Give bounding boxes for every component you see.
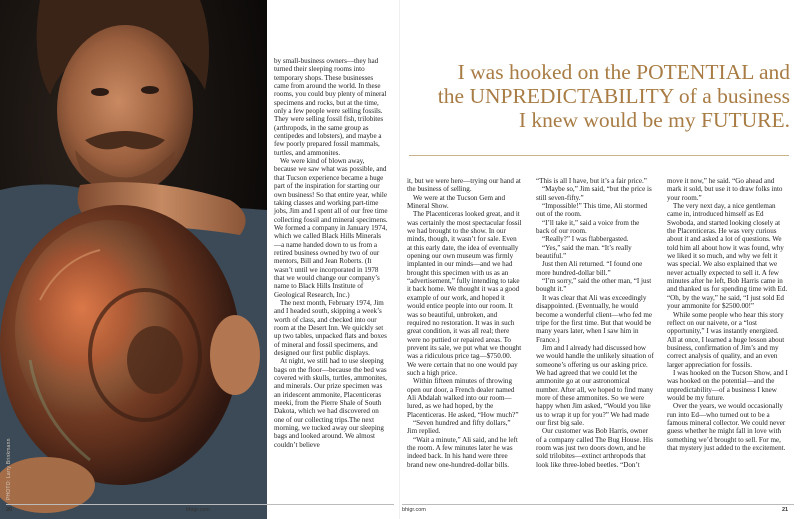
footer-rule-left [6, 504, 394, 505]
article-paragraph: We were kind of blown away, because we saw what was possible, and that Tucson experience became a huge part of the inspiration for starting our own business! So that entire year, while taking classes and working part-time jobs, Jim and I spent all of our free time collecting fossil and mineral specimens. We formed a company in January 1974, which we called Black Hills Minerals—a name handed down to us from a retired business owned by two of our mentors, Bill and Jean Roberts. (It wasn’t until we incorporated in 1978 that we would change our company’s name to Black Hills Institute of Geological Research, Inc.) [274, 157, 388, 299]
article-column-1 [274, 57, 388, 449]
article-paragraph: Jim and I already had discussed how we would handle the unlikely situation of someone’s offering us our asking price. We had agreed that we could let the ammonite go at our astronomical number. After all, we hoped to find many more of these ammonites. So we were happy when Jim asked, “Would you like us to wrap it up for you?” We had made our first big sale. [536, 343, 654, 427]
article-paragraph: “This is all I have, but it’s a fair price.” [536, 177, 647, 185]
page-number-left: 20 [6, 507, 13, 513]
article-paragraph: I was hooked on the Tucson Show, and I was hooked on the potential—and the unpredictability—of a business I knew would be my future. [667, 368, 788, 402]
article-paragraph: Within fifteen minutes of throwing open our door, a French dealer named Ali Abdalah walked into our room—lured, as we had hoped, by the Placenticeras. He asked, “How much?” [407, 377, 519, 419]
photo-man-with-ammonite [0, 0, 267, 519]
article-paragraph: Just then Ali returned. “I found one more hundred-dollar bill.” [536, 260, 643, 277]
article-paragraph: The next month, February 1974, Jim and I headed south, skipping a week’s worth of class, and checked into our room at the Desert Inn. We quickly set up two tables, unpacked flats and boxes of mineral and fossil specimens, and designed our first public displays. [274, 298, 387, 358]
article-paragraph: “Impossible!” This time, Ali stormed out of the room. [536, 202, 648, 219]
article-column-3 [536, 177, 654, 469]
article-paragraph: While some people who hear this story reflect on our naivete, or a “lost opportunity,” I was instantly energized. All at once, I learned a huge lesson about business, confirmation of Jim’s and my correct analysis of quality, and an even larger appreciation for fossils. [667, 310, 785, 369]
article-paragraph: “Really?” I was flabbergasted. [542, 235, 629, 244]
article-paragraph: We were at the Tucson Gem and Mineral Show. [407, 193, 506, 211]
article-paragraph: “Wait a minute,” Ali said, and he left the room. A few minutes later he was indeed back. In his hand were three brand new one-hundred-dollar bills. [407, 435, 518, 469]
article-column-2 [407, 177, 522, 469]
article-paragraph: by small-business owners—they had turned their sleeping rooms into temporary shops. These businesses came from around the world. In these rooms, you could buy plenty of mineral specimens and rocks, but at the time, only a few people were selling fossils. They were selling fossil fish, trilobites (arthropods, in the same group as centipedes and lobsters), and maybe a few poorly prepared fossil mammals, turtles, and ammonites. [274, 57, 387, 157]
photo-credit: PHOTO: Larry Brinkmann [6, 438, 12, 500]
article-paragraph: “I’ll take it,” said a voice from the back of our room. [536, 218, 640, 236]
article-paragraph: Over the years, we would occasionally run into Ed—who turned out to be a famous mineral collector. We could never guess whether he might fall in love with something we’d brought to sell. For me, that mystery just added to the excitement. [667, 402, 786, 452]
footer-rule-right [402, 504, 794, 505]
article-paragraph: “Seven hundred and fifty dollars,” Jim replied. [407, 418, 511, 436]
footer-url-left: bhigr.com [186, 507, 210, 513]
article-paragraph: The very next day, a nice gentleman came in, introduced himself as Ed Swoboda, and started looking closely at the Placenticeras. He was very curious about it and asked a lot of questions. We told him all about how it was found, why we liked it so much, and why we felt it was special. We also explained that we never actually expected to sell it. A few minutes after he left, Bob Harris came in and thanked us for spending time with Ed. “Oh, by the way,” he said, “I just sold Ed your ammonite for $2500.00!” [667, 202, 788, 311]
article-paragraph: move it now,” he said. “Go ahead and mark it sold, but use it to draw folks into your room.” [667, 177, 783, 202]
pull-quote: I was hooked on the POTENTIAL and the UNPREDICTABILITY of a business I knew would be my FUTURE. [437, 60, 790, 132]
article-paragraph: “I’m sorry,” said the other man, “I just bought it.” [536, 277, 652, 294]
article-paragraph: At night, we still had to use sleeping bags on the floor—because the bed was covered with skulls, turtles, ammonites, and minerals. Our prize specimen was an iridescent ammonite, Placenticeras meeki, from the Pierre Shale of South Dakota, which we had discovered on one of our collecting trips.The next morning, we tucked away our sleeping bags and looked around. We almost couldn’t believe [274, 357, 387, 449]
article-column-4 [667, 177, 789, 452]
article-paragraph: it, but we were here—trying our hand at the business of selling. [407, 177, 521, 194]
right-page [400, 0, 800, 519]
footer-url-right: bhigr.com [402, 507, 426, 513]
article-paragraph: Our customer was Bob Harris, owner of a company called The Bug House. His room was just two doors down, and he sold trilobites—extinct arthropods that look like three-lobed beetles. “Don’t [536, 427, 653, 469]
divider-rule [409, 155, 789, 156]
article-paragraph: It was clear that Ali was exceedingly disappointed. (Eventually, he would become a wonderful client—who fed me tripe for the first time. But that would be many years later, when I saw him in France.) [536, 293, 653, 344]
page-number-right: 21 [782, 507, 789, 513]
article-paragraph: The Placenticeras looked great, and it was certainly the most spectacular fossil we had brought to the show. In our minds, though, it wasn’t for sale. Even at this early date, the idea of eventually opening our own museum was firmly implanted in our minds—and we had brought this specimen with us as an “advertisement,” fully intending to take it back home. We thought it was a good example of our work, and hoped it would entice people into our room. It was so beautiful, unbroken, and required no restoration. It was in such great condition, it was all real; there were no puttied or repaired areas. To prevent its sale, we put what we thought was a ridiculous price tag—$750.00. We were certain that no one would pay such a high price. [407, 210, 522, 377]
article-paragraph: “Yes,” said the man. “It’s really beautiful.” [536, 243, 632, 261]
ammonite-photo-illustration [0, 0, 267, 519]
article-paragraph: “Maybe so,” Jim said, “but the price is still seven-fifty.” [536, 185, 652, 202]
